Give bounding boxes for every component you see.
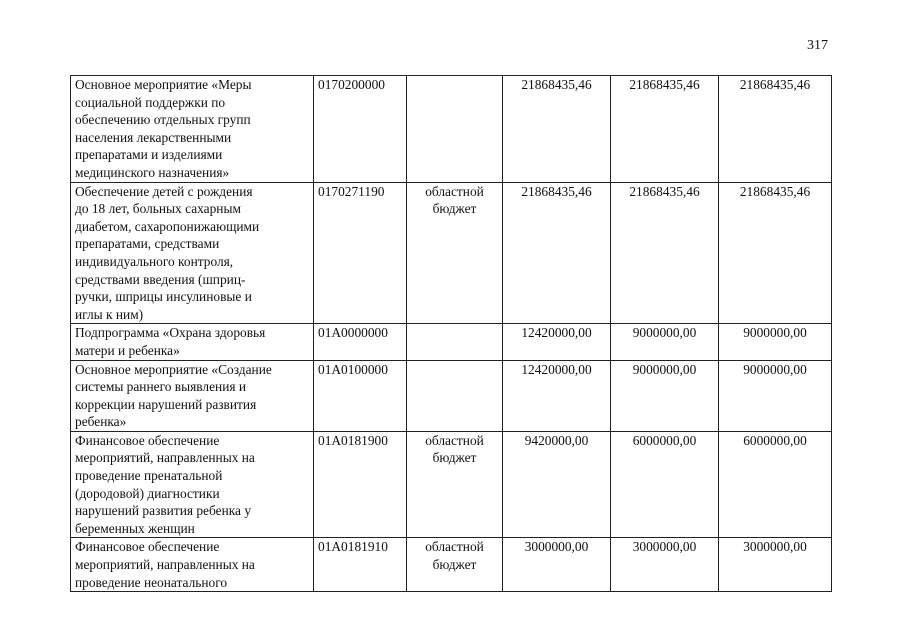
measure-name-line: Подпрограмма «Охрана здоровья (75, 325, 266, 341)
measure-name-cell (71, 324, 314, 360)
measure-name-line: Основное мероприятие «Меры (75, 77, 252, 92)
amount-year-1-cell: 12420000,00 (503, 324, 611, 360)
measure-name-cell (71, 360, 314, 431)
amount-year-2-cell: 6000000,00 (611, 431, 719, 538)
measure-name-line: средствами введения (шприц- (75, 271, 246, 287)
measure-name-line: Обеспечение детей с рождения (75, 183, 253, 199)
funding-source-cell: областной бюджет (407, 538, 503, 592)
measure-name-line: до 18 лет, больных сахарным (75, 201, 241, 217)
measure-name-line: проведение неонатального (75, 574, 228, 590)
budget-code-cell: 0170200000 (314, 76, 407, 183)
measure-name-line: ребенка» (75, 414, 127, 430)
measure-name-line: проведение пренатальной (75, 468, 223, 484)
amount-year-3-cell: 9000000,00 (719, 324, 832, 360)
measure-name-line: препаратами, средствами (75, 236, 220, 252)
amount-year-1-cell: 21868435,46 (503, 182, 611, 324)
funding-source-cell: областной бюджет (407, 182, 503, 324)
budget-code-cell: 01А0181900 (314, 431, 407, 538)
measure-name-line: населения лекарственными (75, 129, 232, 145)
measure-name-line: Финансовое обеспечение (75, 539, 220, 555)
table-body (71, 76, 832, 592)
measure-name-line: нарушений развития ребенка у (75, 503, 252, 519)
amount-year-2-cell: 21868435,46 (611, 76, 719, 183)
measure-name-cell (71, 431, 314, 538)
measure-name-line: мероприятий, направленных на (75, 450, 255, 466)
measure-name-line: системы раннего выявления и (75, 379, 247, 395)
amount-year-3-cell: 21868435,46 (719, 76, 832, 183)
measure-name-line: Основное мероприятие «Создание (75, 361, 272, 377)
amount-year-3-cell: 21868435,46 (719, 182, 832, 324)
measure-name-line: индивидуального контроля, (75, 253, 234, 269)
measure-name-line: социальной поддержки по (75, 94, 226, 110)
budget-table (70, 75, 832, 592)
measure-name-line: ручки, шприцы инсулиновые и (75, 289, 252, 305)
measure-name-line: коррекции нарушений развития (75, 396, 257, 412)
measure-name-line: мероприятий, направленных на (75, 557, 255, 573)
funding-source-cell: областной бюджет (407, 431, 503, 538)
amount-year-2-cell: 3000000,00 (611, 538, 719, 592)
measure-name-line: матери и ребенка» (75, 342, 180, 358)
measure-name-line: диабетом, сахаропонижающими (75, 218, 260, 234)
amount-year-2-cell: 9000000,00 (611, 324, 719, 360)
measure-name-line: беременных женщин (75, 520, 195, 536)
measure-name-line: иглы к ним) (75, 306, 144, 322)
amount-year-1-cell: 9420000,00 (503, 431, 611, 538)
measure-name-cell (71, 76, 314, 183)
amount-year-1-cell: 12420000,00 (503, 360, 611, 431)
amount-year-3-cell: 9000000,00 (719, 360, 832, 431)
measure-name-line: медицинского назначения» (75, 164, 230, 180)
budget-code-cell: 01А0100000 (314, 360, 407, 431)
amount-year-1-cell: 21868435,46 (503, 76, 611, 183)
amount-year-2-cell: 21868435,46 (611, 182, 719, 324)
table-row (71, 324, 832, 360)
amount-year-3-cell: 3000000,00 (719, 538, 832, 592)
measure-name-cell (71, 538, 314, 592)
page-number: 317 (807, 38, 828, 53)
budget-code-cell: 01А0000000 (314, 324, 407, 360)
budget-code-cell: 0170271190 (314, 182, 407, 324)
measure-name-line: препаратами и изделиями (75, 147, 223, 163)
measure-name-line: обеспечению отдельных групп (75, 112, 251, 128)
table-row (71, 360, 832, 431)
measure-name-cell (71, 182, 314, 324)
measure-name-line: (дородовой) диагностики (75, 485, 220, 501)
funding-source-cell (407, 76, 503, 183)
amount-year-2-cell: 9000000,00 (611, 360, 719, 431)
table-row (71, 431, 832, 538)
table-row (71, 538, 832, 592)
amount-year-3-cell: 6000000,00 (719, 431, 832, 538)
amount-year-1-cell: 3000000,00 (503, 538, 611, 592)
funding-source-cell (407, 324, 503, 360)
funding-source-cell (407, 360, 503, 431)
measure-name-line: Финансовое обеспечение (75, 432, 220, 448)
budget-code-cell: 01А0181910 (314, 538, 407, 592)
table-row (71, 182, 832, 324)
table-row (71, 76, 832, 183)
